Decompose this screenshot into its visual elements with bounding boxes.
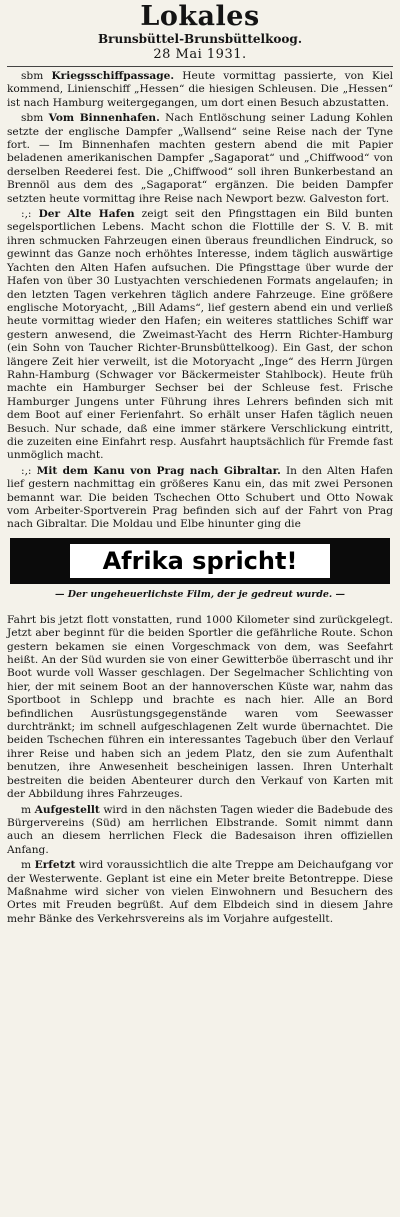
section-subtitle: Brunsbüttel-Brunsbüttelkoog. bbox=[98, 32, 302, 46]
article-binnenhafen bbox=[7, 112, 393, 206]
masthead bbox=[7, 2, 393, 63]
article-mark: :,: bbox=[21, 464, 32, 477]
article-body: Nach Entlöschung seiner Ladung Kohlen setzte der englische Dampfer „Wallsend“ seine Reise nach der Tyne fort. — Im Binnenhafen machten gestern abend die mit Papier beladenen amerikanischen Dampfer „Sagaporat“ und „Chiffwood“ von derselben Reederei fest. Die „Chiffwood“ soll ihren Bunkerbestand an Brennöl aus dem des „Sagaporat“ ergänzen. Die beiden Dampfer setzten heute vormittag ihre Reise nach Newport bezw. Galveston fort. bbox=[7, 112, 393, 205]
article-mark: m bbox=[21, 859, 32, 872]
issue-date: 28 Mai 1931. bbox=[153, 47, 247, 62]
article-heading: Aufgestellt bbox=[34, 803, 100, 816]
article-mark: :,: bbox=[21, 208, 32, 221]
section-title: Lokales bbox=[140, 1, 260, 32]
advertisement-title: Afrika spricht! bbox=[70, 544, 330, 578]
divider bbox=[7, 66, 393, 67]
article-ersetzt bbox=[7, 859, 393, 926]
article-heading: Erfetzt bbox=[34, 859, 76, 872]
article-kriegsschiffpassage bbox=[7, 70, 393, 110]
article-body: zeigt seit den Pfingsttagen ein Bild bunten segelsportlichen Lebens. Macht schon die Flottille der S. V. B. mit ihren schmucken Fahrzeugen einen überaus freundlichen Eindruck, so gewinnt das Ganze noch erhöhtes Interesse, indem täglich auswärtige Yachten den Alten Hafen aufsuchen. Die Pfingsttage über wurde der Hafen von über 30 Lustyachten verschiedenen Formats angelaufen; in den letzten Tagen verkehren täglich andere Fahrzeuge. Eine größere englische Motoryacht, „Bill Adams“, lief gestern abend ein und verließ heute vormittag wieder den Hafen; ein weiteres stattliches Schiff war gestern anwesend, die Zweimast-Yacht des Herrn Richter-Hamburg (ein Sohn von Taucher Richter-Brunsbüttelkoog). Ein Gast, der schon längere Zeit hier verweilt, ist die Motoryacht „Inge“ des Herrn Jürgen Rahn-Hamburg (Schwager vor Bäckermeister Stahlbock). Heute früh machte ein Hamburger Sechser bei der Schleuse fest. Frische Hamburger Jungens unter Führung ihres Lehrers befinden sich mit dem Boot auf einer Ferienfahrt. So erhält unser Hafen täglich neuen Besuch. Nur schade, daß eine immer stärkere Verschlickung eintritt, die zuzeiten eine Einfahrt resp. Ausfahrt hauptsächlich für Fremde fast unmöglich macht. bbox=[7, 208, 393, 462]
article-mark: sbm bbox=[21, 112, 44, 125]
article-heading: Mit dem Kanu von Prag nach Gibraltar. bbox=[36, 464, 281, 477]
advertisement-banner bbox=[10, 538, 390, 584]
article-body: wird in den nächsten Tagen wieder die Badebude des Bürgervereins (Süd) am herrlichen Elbstrande. Somit nimmt dann auch an diesem herrlichen Fleck die Badesaison ihren offiziellen Anfang. bbox=[7, 803, 393, 856]
article-heading: Vom Binnenhafen. bbox=[48, 112, 160, 125]
article-heading: Der Alte Hafen bbox=[38, 208, 135, 221]
article-body: In den Alten Hafen lief gestern nachmittag ein größeres Kanu ein, das mit zwei Personen bemannt war. Die beiden Tschechen Otto Schubert und Otto Nowak vom Arbeiter-Sportverein Prag befinden sich auf der Fahrt von Prag nach Gibraltar. Die Moldau und Elbe hinunter ging die bbox=[7, 464, 393, 531]
article-continuation: Fahrt bis jetzt flott vonstatten, rund 1000 Kilometer sind zurückgelegt. Jetzt aber beginnt für die beiden Sportler die gefährliche Route. Schon gestern bekamen sie einen Vorgeschmack von dem, was Seefahrt heißt. An der Süd wurden sie von einer Gewitterböe überrascht und ihr Boot wurde voll Wasser geschlagen. Der Segelmacher Schlichting von hier, der mit seinem Boot an der hannoverschen Küste war, nahm das Sportboot in Schlepp und brachte es nach hier. Alle an Bord befindlichen Ausrüstungsgegenstände waren vom Seewasser durchtränkt; im schnell aufgeschlagenen Zelt wurde übernachtet. Die beiden Tschechen führen ein interessantes Tagebuch über den Verlauf ihrer Reise und haben sich an jedem Platz, den sie zum Aufenthalt benutzen, ihre Anwesenheit bescheinigen lassen. Ihren Unterhalt bestreiten die beiden Abenteurer durch den Verkauf von Karten mit der Abbildung ihres Fahrzeuges. bbox=[7, 613, 393, 801]
article-kanu bbox=[7, 465, 393, 532]
article-alte-hafen bbox=[7, 208, 393, 463]
article-body: wird voraussichtlich die alte Treppe am Deichaufgang vor der Westerwente. Geplant ist eine ein Meter breite Betontreppe. Diese Maßnahme wird sicher von vielen Einwohnern und Besuchern des Ortes mit Freuden begrüßt. Auf dem Elbdeich sind in diesem Jahre mehr Bänke des Verkehrsvereins als im Vorjahre aufgestellt. bbox=[7, 859, 393, 925]
article-aufgestellt bbox=[7, 804, 393, 858]
article-heading: Kriegsschiffpassage. bbox=[51, 70, 175, 82]
advertisement-tagline: — Der ungeheuerlichste Film, der je gedreut wurde. — bbox=[54, 588, 346, 600]
article-column-continued bbox=[7, 614, 393, 926]
article-body: Heute vormittag passierte, von Kiel kommend, Linienschiff „Hessen“ die hiesigen Schleusen. Die „Hessen“ ist nach Hamburg weitergegangen, um dort einen Besuch abzustatten. bbox=[7, 70, 393, 109]
article-mark: sbm bbox=[21, 70, 44, 82]
article-mark: m bbox=[21, 803, 32, 816]
article-column bbox=[7, 70, 393, 532]
